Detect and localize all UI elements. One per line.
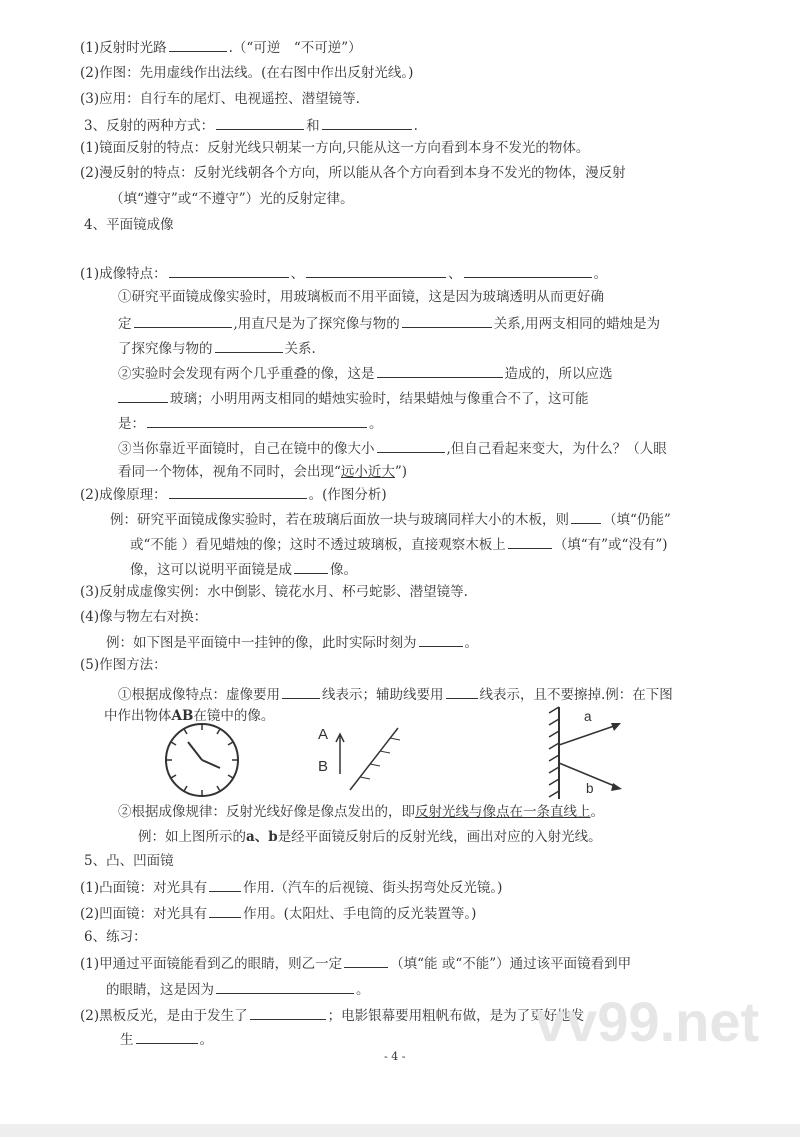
answer-blank[interactable] <box>169 484 307 499</box>
answer-blank[interactable] <box>250 1005 326 1020</box>
section-3-heading <box>84 115 418 135</box>
text: 线表示；辅助线要用 <box>322 687 444 703</box>
answer-blank[interactable] <box>377 363 503 378</box>
answer-blank[interactable] <box>377 438 445 453</box>
text: 。 <box>369 416 383 432</box>
text: 的眼睛，这是因为 <box>106 982 214 998</box>
line-c1b <box>118 313 660 333</box>
answer-blank[interactable] <box>118 388 168 403</box>
arrow-head-icon <box>611 723 621 731</box>
text: 了探究像与物的 <box>118 341 213 357</box>
text: 造成的，所以应选 <box>504 366 613 382</box>
line-c2b <box>118 388 589 408</box>
text: 关系,用两支相同的蜡烛是为 <box>493 316 661 332</box>
line-x1b <box>106 979 370 999</box>
line-m2 <box>118 803 604 821</box>
answer-blank[interactable] <box>216 115 304 130</box>
text: 作用。(太阳灶、手电筒的反光装置等。) <box>243 906 477 922</box>
text: (1)成像特点： <box>80 266 167 282</box>
answer-blank[interactable] <box>136 1029 198 1044</box>
text: 像。 <box>330 562 357 578</box>
text: 。 <box>464 635 478 651</box>
line-method: (5)作图方法： <box>80 657 167 673</box>
text: 例：如下图是平面镜中一挂钟的像，此时实际时刻为 <box>106 635 417 651</box>
text: (2)成像原理： <box>80 487 167 503</box>
label-b: B <box>318 758 329 775</box>
text: (1)甲通过平面镜能看到乙的眼睛，则乙一定 <box>80 956 343 972</box>
label-ray-a: a <box>584 709 592 724</box>
label-ray-b: b <box>586 781 594 796</box>
text: (1)凸面镜：对光具有 <box>80 880 208 896</box>
arrow-head-icon <box>611 783 622 791</box>
answer-blank[interactable] <box>464 263 592 278</box>
answer-blank[interactable] <box>508 534 552 549</box>
text: 。 <box>593 266 608 282</box>
text: AB <box>171 708 194 724</box>
line-e1b <box>130 534 668 554</box>
line-m1 <box>118 684 673 704</box>
section-5-heading: 5、凸、凹面镜 <box>84 853 174 869</box>
text: (2)黑板反光，是由于发生了 <box>80 1008 248 1024</box>
answer-blank[interactable] <box>215 338 283 353</box>
answer-blank[interactable] <box>216 979 354 994</box>
text: ②根据成像规律：反射光线好像是像点发出的，即 <box>118 804 415 820</box>
text: 。 <box>356 982 370 998</box>
line-image-features <box>80 263 607 283</box>
line-examples: (3)反射成虚像实例：水中倒影、镜花水月、杯弓蛇影、潜望镜等. <box>80 584 468 600</box>
text: . <box>413 118 418 134</box>
underlined-text: 远小近大 <box>340 464 395 480</box>
text: 玻璃；小明用两支相同的蜡烛实验时，结果蜡烛与像重合不了，这可能 <box>170 391 589 407</box>
ray-a <box>559 725 617 745</box>
text: 例：如上图所示的 <box>138 829 246 845</box>
line-reversible <box>80 37 362 57</box>
text: (2)凹面镜：对光具有 <box>80 906 208 922</box>
line-c2 <box>118 363 613 383</box>
ab-mirror-figure <box>330 722 405 794</box>
answer-blank[interactable] <box>322 115 412 130</box>
text: 、 <box>448 266 462 282</box>
answer-blank[interactable] <box>446 684 478 699</box>
answer-blank[interactable] <box>147 413 367 428</box>
line-c3 <box>118 438 667 458</box>
text: .（“可逆 “不可逆”） <box>228 40 362 56</box>
line-diffuse-2: （填“遵守”或“不遵守”）光的反射定律。 <box>110 191 354 207</box>
page-number: - 4 - <box>384 1050 406 1063</box>
text: 是经平面镜反射后的反射光线，画出对应的入射光线。 <box>277 829 602 845</box>
text: 3、反射的两种方式： <box>84 118 215 134</box>
section-6-heading: 6、练习： <box>84 929 147 945</box>
answer-blank[interactable] <box>419 632 463 647</box>
line-c2c <box>118 413 383 433</box>
answer-blank[interactable] <box>209 877 241 892</box>
line-x2 <box>80 1005 584 1025</box>
text: ”) <box>394 464 408 480</box>
line-x2b <box>120 1029 213 1049</box>
clock-hand-hour <box>188 742 202 760</box>
text: 关系. <box>284 341 316 357</box>
text: 定 <box>118 316 132 332</box>
text: 生 <box>120 1032 134 1048</box>
answer-blank[interactable] <box>282 684 320 699</box>
text: ,但自己看起来变大，为什么？（人眼 <box>446 441 667 457</box>
answer-blank[interactable] <box>571 509 601 524</box>
clock-hand-minute <box>202 760 220 768</box>
text: (1)反射时光路 <box>80 40 167 56</box>
text: a、b <box>246 829 278 845</box>
line-c1c <box>118 338 316 358</box>
line-diffuse: (2)漫反射的特点：反射光线朝各个方向，所以能从各个方向看到本身不发光的物体，漫反射 <box>80 165 626 181</box>
clock-figure <box>160 720 246 800</box>
page-bottom-border <box>0 1124 800 1137</box>
text: 、 <box>290 266 305 282</box>
line-x1 <box>80 953 631 973</box>
answer-blank[interactable] <box>306 263 446 278</box>
text: ；电影银幕要用粗帆布做，是为了更好地发 <box>327 1008 585 1024</box>
line-convex <box>80 877 502 897</box>
line-concave <box>80 903 476 923</box>
line-e1 <box>110 509 671 529</box>
line-principle <box>80 484 387 504</box>
section-4-heading: 4、平面镜成像 <box>84 217 174 233</box>
text: 。 <box>199 1032 213 1048</box>
text: 作用.（汽车的后视镜、街头拐弯处反光镜。) <box>243 880 503 896</box>
text: （填“能 或“不能”）通过该平面镜看到甲 <box>390 956 632 972</box>
line-e1c <box>130 559 357 579</box>
line-application: (3)应用：自行车的尾灯、电视遥控、潜望镜等. <box>80 91 360 107</box>
text: ③当你靠近平面镜时，自己在镜中的像大小 <box>118 441 375 457</box>
answer-blank[interactable] <box>134 313 232 328</box>
text: ①根据成像特点：虚像要用 <box>118 687 280 703</box>
line-specular: (1)镜面反射的特点：反射光线只朝某一方向,只能从这一方向看到本身不发光的物体。 <box>80 140 590 156</box>
text: 看同一个物体，视角不同时，会出现“ <box>118 464 341 480</box>
line-c3b <box>118 463 407 481</box>
line-left-right: (4)像与物左右对换： <box>80 609 208 625</box>
text: 像，这可以说明平面镜是成 <box>130 562 292 578</box>
label-a: A <box>318 726 329 743</box>
line-e2 <box>106 632 478 652</box>
text: 或“不能 ）看见蜡烛的像；这时不透过玻璃板，直接观察木板上 <box>130 537 506 553</box>
text: 和 <box>306 118 320 134</box>
line-drawing: (2)作图：先用虚线作出法线。(在右图中作出反射光线。) <box>80 65 414 81</box>
text: （填“有”或“没有”) <box>553 537 668 553</box>
text: 。(作图分析) <box>308 487 387 503</box>
text: 例：研究平面镜成像实验时，若在玻璃后面放一块与玻璃同样大小的木板，则 <box>110 512 569 528</box>
text: ,用直尺是为了探究像与物的 <box>233 316 400 332</box>
text: ②实验时会发现有两个几乎重叠的像，这是 <box>118 366 375 382</box>
mirror-line <box>350 728 398 790</box>
line-e3 <box>138 828 602 846</box>
answer-blank[interactable] <box>294 559 328 574</box>
text: 中作出物体 <box>104 708 172 724</box>
text: 线表示，且不要擦掉.例：在下图 <box>479 687 673 703</box>
mirror-hatching <box>360 738 400 779</box>
answer-blank[interactable] <box>402 313 492 328</box>
answer-blank[interactable] <box>209 903 241 918</box>
text: （填“仍能” <box>603 512 671 528</box>
text: 是： <box>118 416 145 432</box>
watermark: vv99.net <box>535 990 760 1053</box>
text: 在镜中的像。 <box>193 708 275 724</box>
underlined-text: 反射光线与像点在一条直线上 <box>415 804 591 820</box>
answer-blank[interactable] <box>169 37 227 52</box>
text: 。 <box>590 804 604 820</box>
answer-blank[interactable] <box>344 953 388 968</box>
mirror-hatching <box>549 707 559 797</box>
line-c1: ①研究平面镜成像实验时，用玻璃板而不用平面镜，这是因为玻璃透明从而更好确 <box>118 289 604 305</box>
answer-blank[interactable] <box>169 263 289 278</box>
